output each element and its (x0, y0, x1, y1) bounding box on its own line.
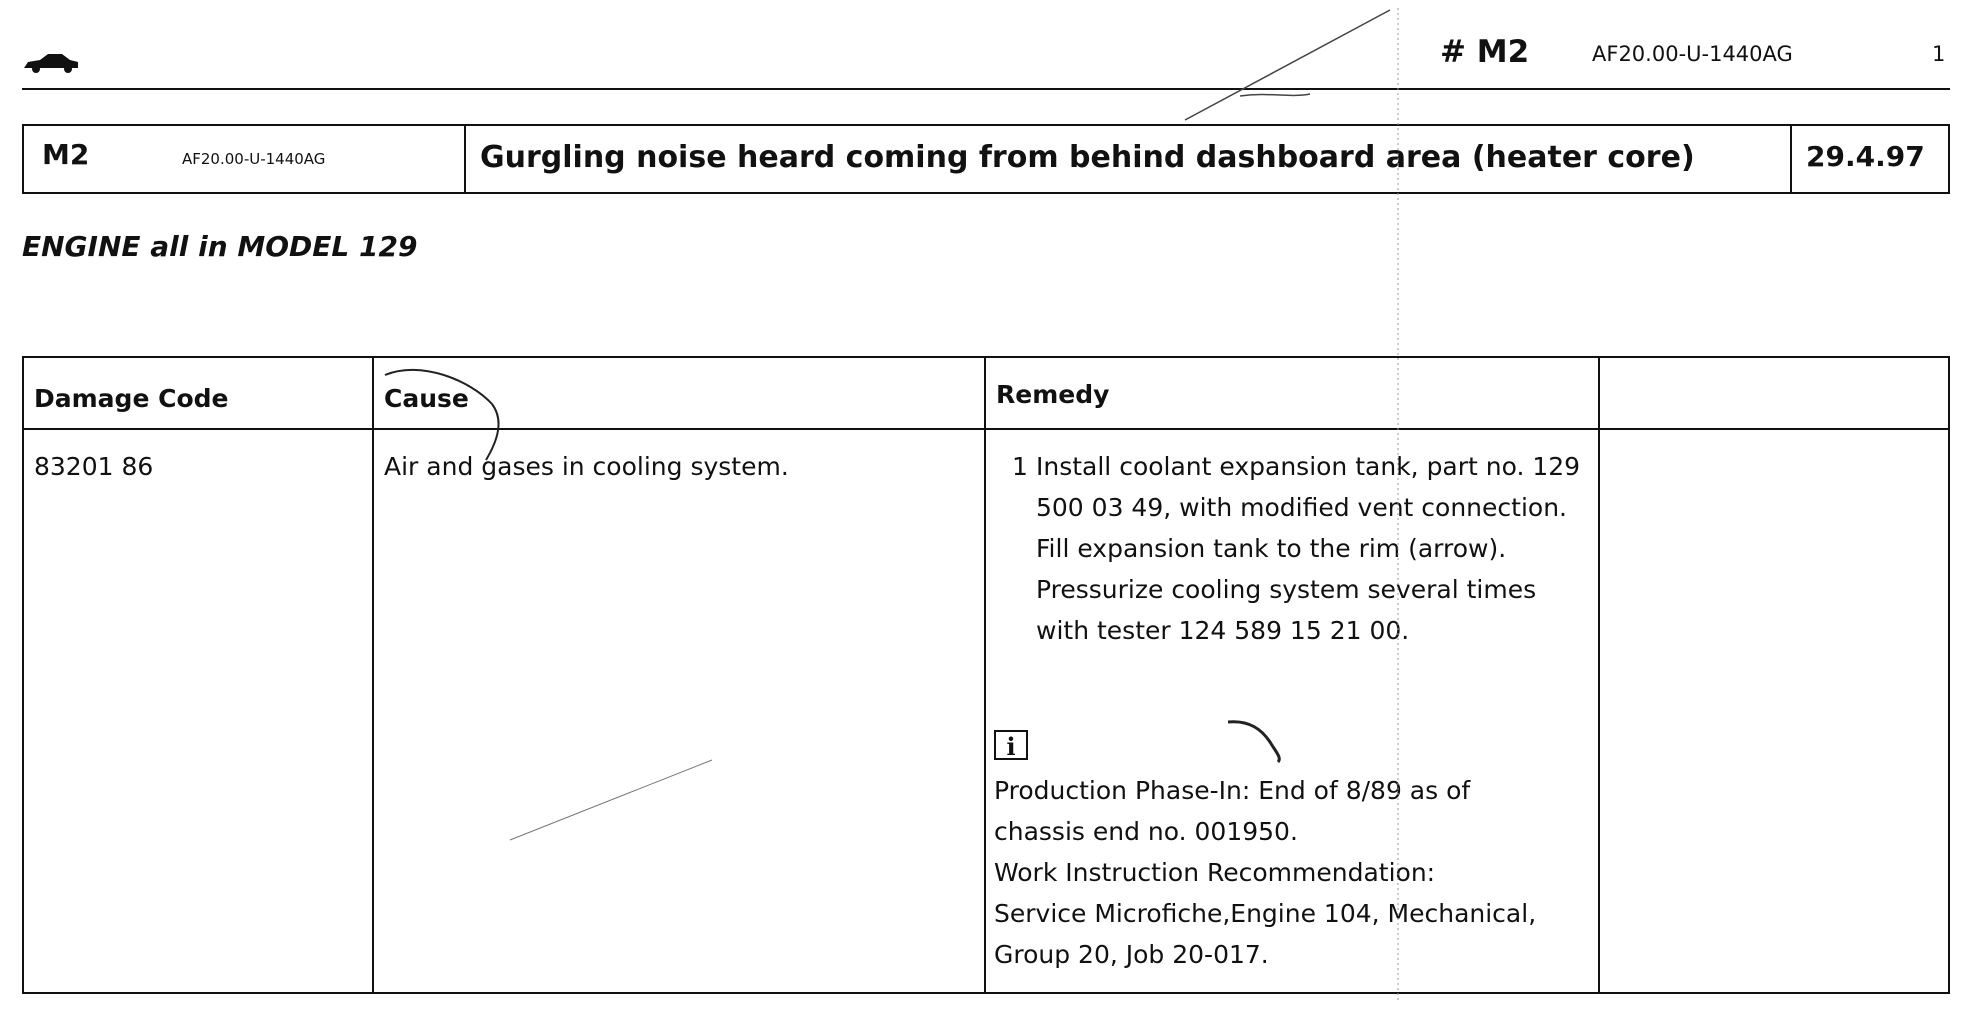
header-damage-code: Damage Code (34, 384, 229, 413)
header-rule (22, 88, 1950, 90)
header-reference: AF20.00-U-1440AG (1592, 42, 1793, 66)
header-remedy: Remedy (996, 380, 1110, 409)
note-line: Work Instruction Recommendation: (994, 858, 1436, 887)
info-icon: i (994, 730, 1028, 760)
title-reference: AF20.00-U-1440AG (182, 150, 326, 168)
note-line: Service Microfiche,Engine 104, Mechanical, (994, 899, 1537, 928)
title-box (22, 124, 1950, 194)
page-number: 1 (1932, 42, 1946, 66)
remedy-step-text: Install coolant expansion tank, part no. 129 500 03 49, with modified vent connection. Fill expansion tank to the rim (arrow). Pressurize cooling system several times with tester 124 589 15 21 00. (1036, 452, 1581, 645)
cause-value: Air and gases in cooling system. (384, 452, 789, 481)
engine-applicability: ENGINE all in MODEL 129 (22, 230, 418, 263)
document-title: Gurgling noise heard coming from behind dashboard area (heater core) (480, 140, 1695, 175)
note-line: Production Phase-In: End of 8/89 as of (994, 776, 1471, 805)
damage-table (22, 356, 1950, 994)
note-line: chassis end no. 001950. (994, 817, 1298, 846)
production-note (994, 770, 1614, 975)
column-divider (372, 358, 374, 992)
document-date: 29.4.97 (1806, 140, 1925, 173)
remedy-step-number: 1 (1012, 452, 1028, 481)
title-box-divider (1790, 126, 1792, 192)
damage-code-value: 83201 86 (34, 452, 154, 481)
column-divider (984, 358, 986, 992)
title-code: M2 (42, 138, 90, 171)
header-row-divider (24, 428, 1948, 430)
header-code: # M2 (1440, 34, 1530, 70)
title-box-divider (464, 126, 466, 192)
note-line: Group 20, Job 20-017. (994, 940, 1269, 969)
car-icon (22, 50, 80, 74)
header-cause: Cause (384, 384, 469, 413)
